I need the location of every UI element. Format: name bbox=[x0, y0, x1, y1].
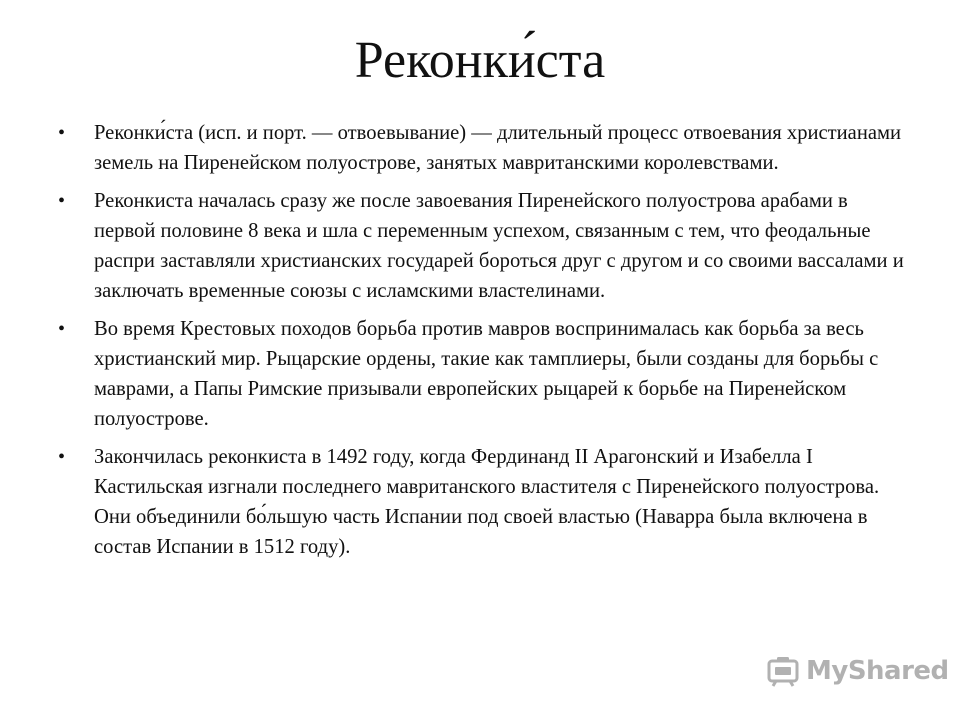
bullet-item-3 bbox=[58, 314, 908, 434]
bullet-item-2 bbox=[58, 186, 908, 306]
slide-title: Реконки́ста bbox=[354, 32, 606, 89]
bullet-list bbox=[58, 118, 908, 570]
myshared-logo-icon bbox=[766, 654, 800, 688]
bullet-text-3: Во время Крестовых походов борьба против мавров воспринималась как борьба за весь христианский мир. Рыцарские ордены, такие как тамплиеры, были созданы для борьбы с маврами, а Папы Римские призывали европейских рыцарей к борьбе на Пиренейском полуострове. bbox=[94, 318, 879, 430]
watermark bbox=[766, 654, 949, 688]
bullet-marker: • bbox=[58, 190, 66, 212]
bullet-marker: • bbox=[58, 318, 66, 340]
bullet-marker: • bbox=[58, 446, 66, 468]
bullet-text-4: Закончилась реконкиста в 1492 году, когда Фердинанд II Арагонский и Изабелла I Кастильская изгнали последнего мавританского властителя с Пиренейского полуострова. Они объединили бо́льшую часть Испании под своей властью (Наварра была включена в состав Испании в 1512 году). bbox=[94, 446, 880, 558]
bullet-text-1: Реконки́ста (исп. и порт. — отвоевывание) — длительный процесс отвоевания христианами земель на Пиренейском полуострове, занятых мавританскими королевствами. bbox=[94, 122, 902, 174]
watermark-text: MyShared bbox=[806, 656, 949, 686]
bullet-item-1 bbox=[58, 118, 908, 178]
bullet-item-4 bbox=[58, 442, 908, 562]
bullet-marker: • bbox=[58, 122, 66, 144]
bullet-text-2: Реконкиста началась сразу же после завоевания Пиренейского полуострова арабами в первой половине 8 века и шла с переменным успехом, связанным с тем, что феодальные распри заставляли христианских государей бороться друг с другом и со своими вассалами и заключать временные союзы с исламскими властелинами. bbox=[94, 190, 904, 302]
